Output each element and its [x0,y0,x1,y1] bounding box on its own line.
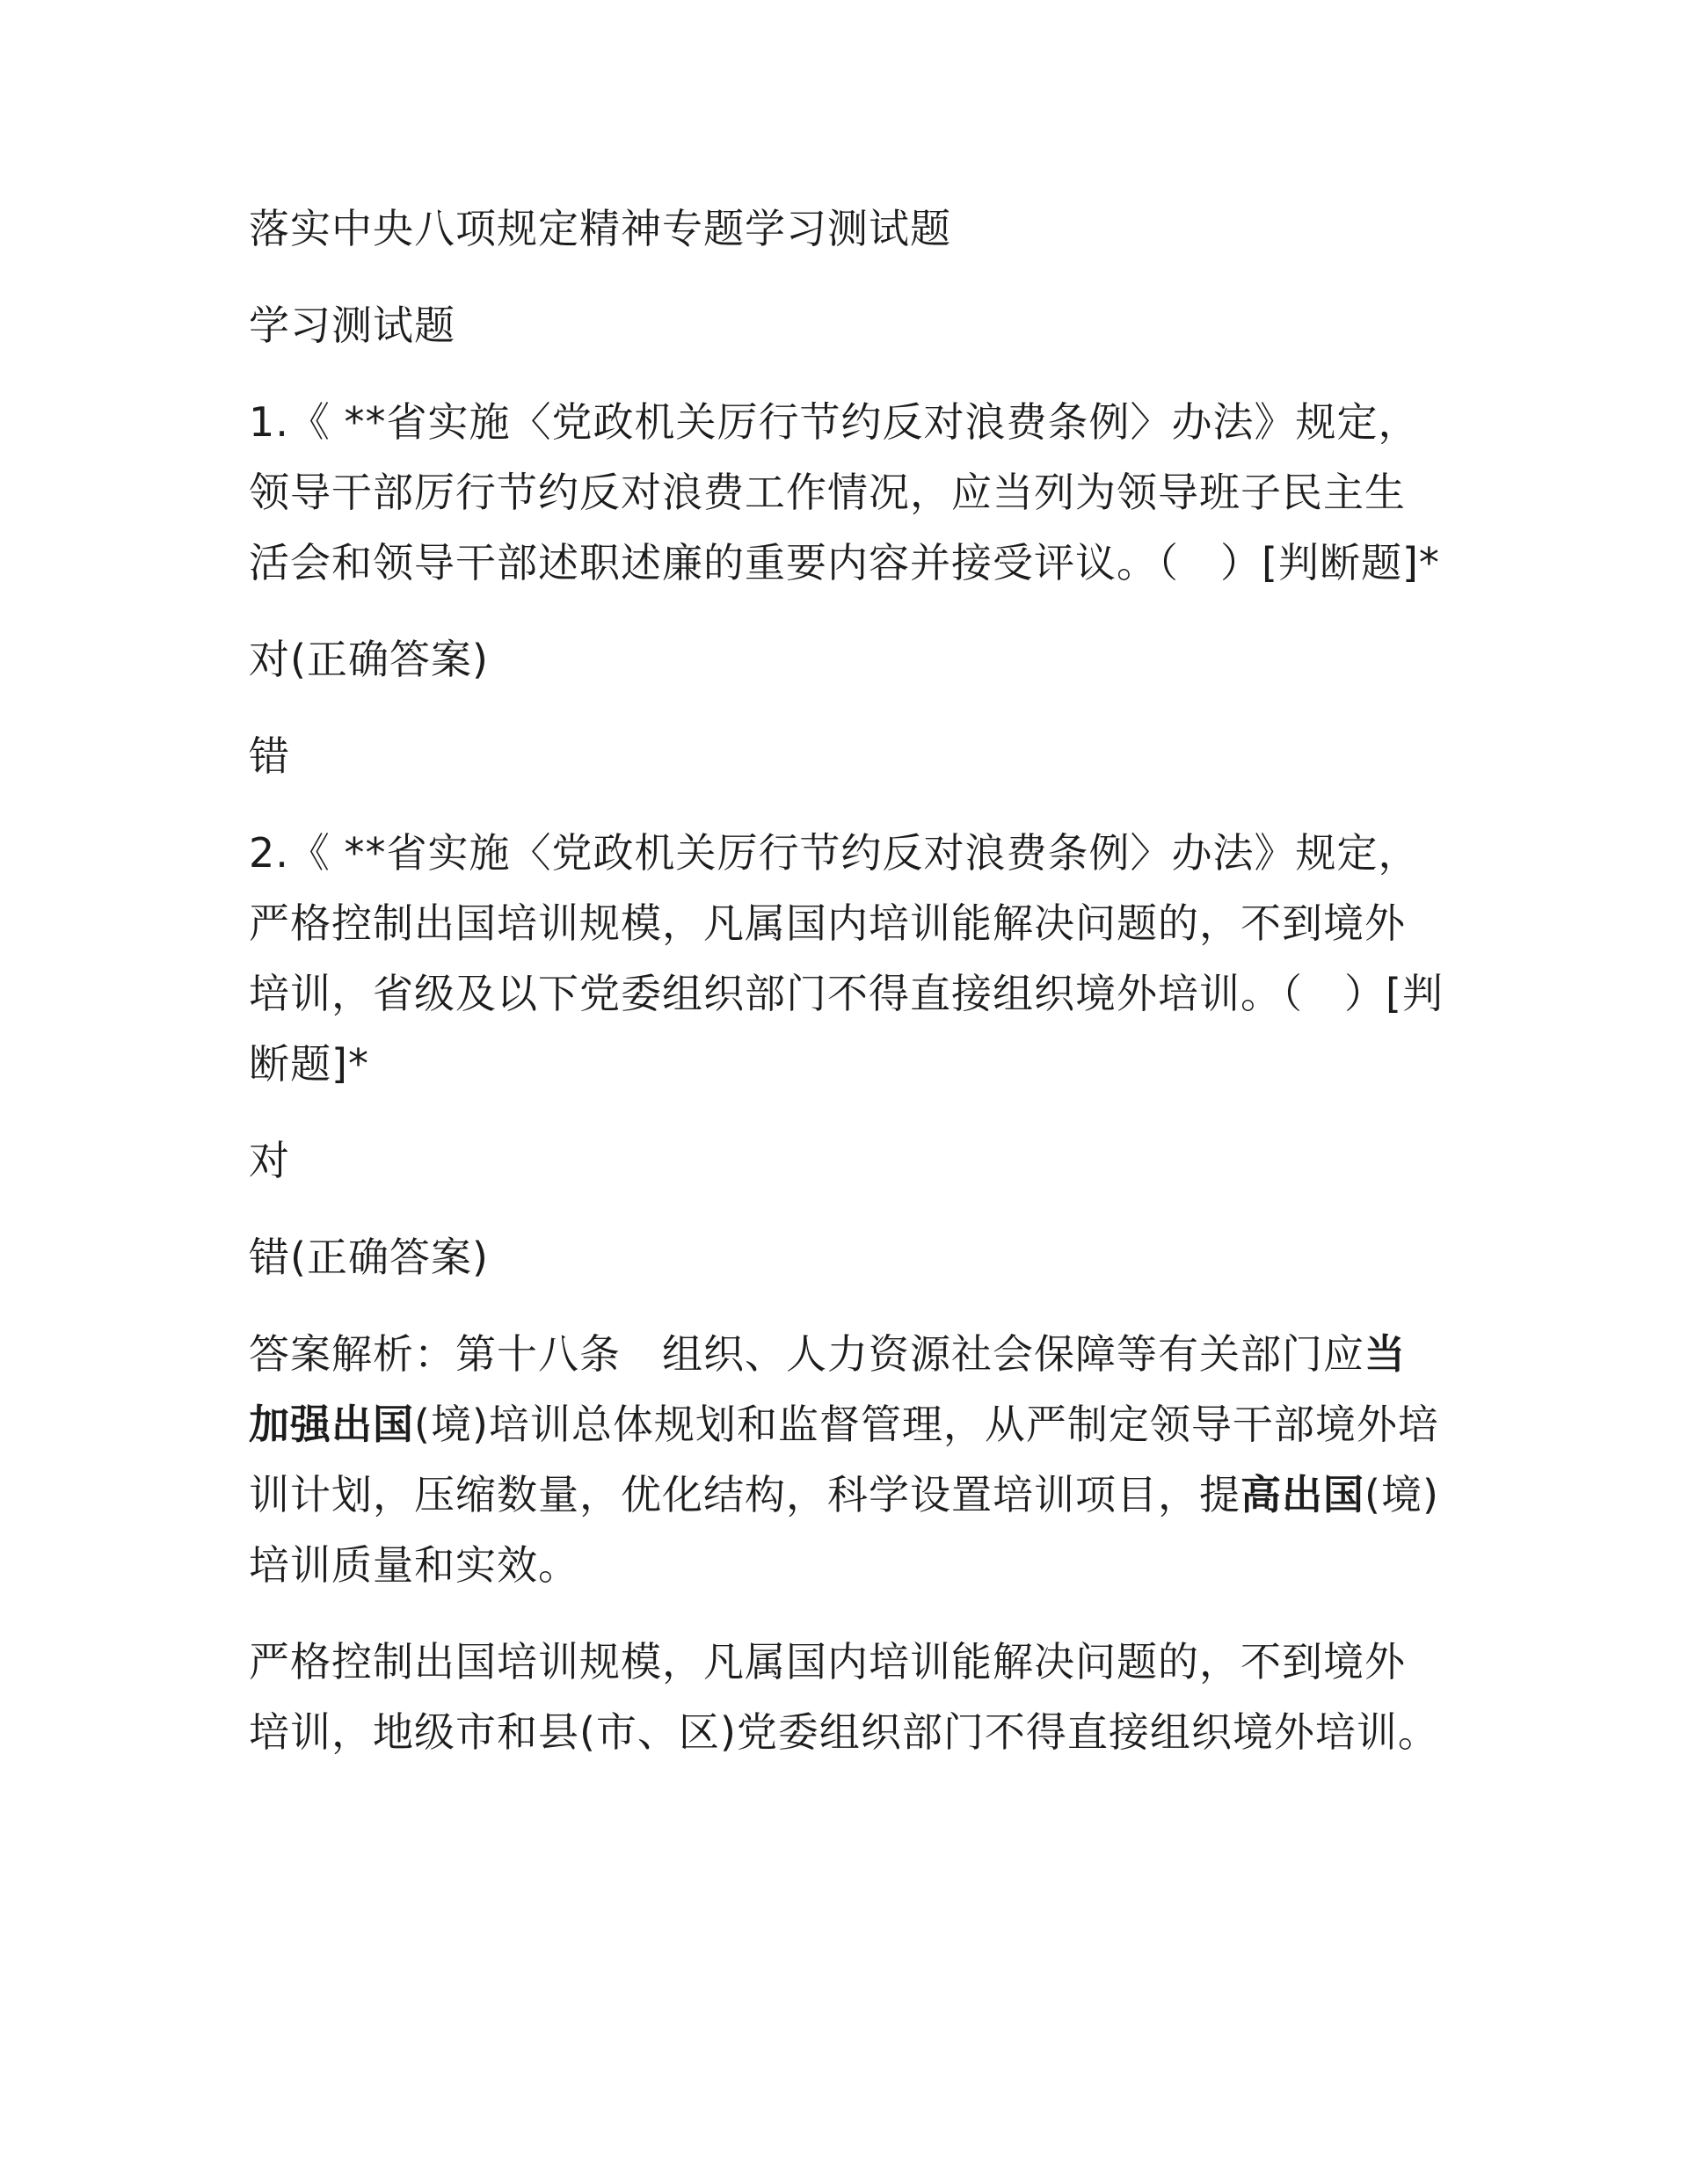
analysis-part-1: 答案解析：第十八条 组织、人力资源社会保障等有关部门应 [249,1330,1364,1378]
question-2-text: 2.《 **省实施〈党政机关厉行节约反对浪费条例〉办法》规定，严格控制出国培训规模，凡属国内培训能解决问题的，不到境外培训，省级及以下党委组织部门不得直接组织境外培训。（ ）[判断题]* [249,829,1444,1088]
question-1-option-false: 错 [249,732,290,780]
analysis-part-3: (境)培训质量和实效。 [249,1471,1439,1589]
document-title: 落实中央八项规定精神专题学习测试题 [249,205,951,252]
analysis-bold-2: 高出国 [1241,1471,1364,1518]
analysis-part-2: (境)培训总体规划和监督管理，从严制定领导干部境外培训计划，压缩数量，优化结构，科学设置培训项目，提 [249,1401,1439,1518]
question-2-option-false: 错(正确答案) [249,1234,489,1281]
answer-analysis [249,1319,1444,1600]
question-1-option-true: 对(正确答案) [249,636,489,683]
document-body [249,193,1444,1794]
closing-paragraph: 严格控制出国培训规模，凡属国内培训能解决问题的，不到境外培训，地级市和县(市、区)党委组织部门不得直接组织境外培训。 [249,1638,1439,1756]
document-subtitle: 学习测试题 [249,302,455,349]
analysis-bold-1: 当加强出国 [249,1330,1406,1448]
question-1-text: 1.《 **省实施〈党政机关厉行节约反对浪费条例〉办法》规定，领导干部厉行节约反对浪费工作情况，应当列为领导班子民主生活会和领导干部述职述廉的重要内容并接受评议。（ ）[判断题]* [249,398,1440,586]
question-2-option-true: 对 [249,1137,290,1184]
